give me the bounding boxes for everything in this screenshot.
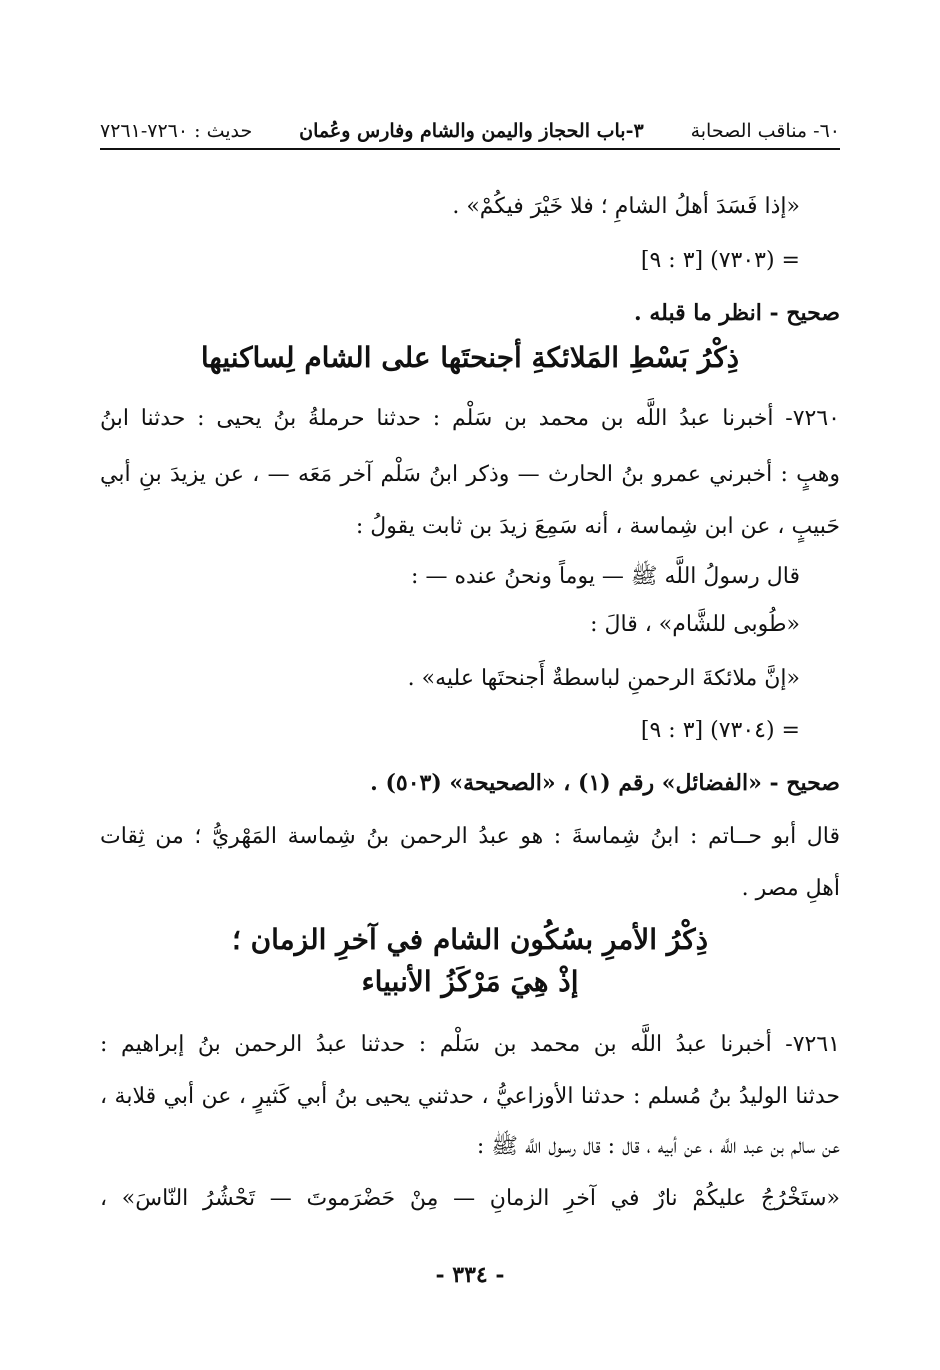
hadith-line: قال رسولُ اللَّه ﷺ — يوماً ونحنُ عنده — : — [411, 564, 800, 589]
hadith-line: عن سالم بن عبد اللَّه ، عن أبيه ، قال : قال رسول اللَّه ﷺ : — [476, 1134, 840, 1159]
page-number: - ٣٣٤ - — [435, 1262, 505, 1288]
header-section: ٦٠- مناقب الصحابة — [690, 120, 840, 142]
grading-line: صحيح - انظر ما قبله . — [634, 300, 840, 326]
section-heading: ذِكْرُ الأمرِ بسُكُون الشام في آخرِ الزمان ؛ — [231, 923, 709, 956]
commentary-line: قال أبو حــاتم : ابنُ شِماسةَ : هو عبدُ الرحمن بنُ شِماسة المَهْريُّ ؛ من ثِقات — [100, 824, 840, 849]
hadith-line: وهبٍ : أخبرني عمرو بنُ الحارث — وذكر ابنُ سَلْم آخر مَعَه — ، عن يزيدَ بنِ أبي — [100, 462, 840, 487]
reference-line: = (٧٣٠٣) [٣ : ٩] — [640, 248, 800, 273]
section-heading: ذِكْرُ بَسْطِ المَلائكةِ أجنحتَها على الشام لِساكنيها — [200, 341, 740, 374]
hadith-line: حدثنا الوليدُ بنُ مُسلم : حدثنا الأوزاعيُّ ، حدثني يحيى بنُ أبي كَثيرٍ ، عن أبي قلابة ، — [100, 1084, 840, 1109]
hadith-line: ٧٢٦٠- أخبرنا عبدُ اللَّه بن محمد بن سَلْم : حدثنا حرملةُ بنُ يحيى : حدثنا ابنُ — [100, 406, 840, 431]
section-heading: إذْ هِيَ مَرْكَزُ الأنبياء — [361, 965, 579, 998]
text-line: «إذا فَسَدَ أهلُ الشامِ ؛ فلا خَيْرَ فيكُمْ» . — [452, 194, 800, 219]
hadith-line: حَبيبٍ ، عن ابن شِماسة ، أنه سَمِعَ زيدَ بن ثابت يقولُ : — [355, 514, 840, 539]
hadith-line: ٧٢٦١- أخبرنا عبدُ اللَّه بن محمد بن سَلْم : حدثنا عبدُ الرحمن بنُ إبراهيم : — [100, 1032, 840, 1057]
header-hadith-range: حديث : ٧٢٦٠-٧٢٦١ — [100, 120, 253, 142]
hadith-line: «طُوبى للشَّام» ، قالَ : — [590, 612, 800, 637]
reference-line: = (٧٣٠٤) [٣ : ٩] — [640, 718, 800, 743]
grading-line: صحيح - «الفضائل» رقم (١) ، «الصحيحة» (٥٠٣) . — [370, 770, 840, 796]
commentary-line: أهلِ مصر . — [741, 876, 840, 901]
hadith-line: «ستَخْرُجُ عليكُمْ نارٌ في آخرِ الزمانِ — مِنْ حَضْرَموتَ — تَحْشُرُ النّاسَ» ، — [100, 1186, 840, 1211]
hadith-line: «إنَّ ملائكةَ الرحمنِ لباسطةٌ أَجنحتَها عليه» . — [407, 666, 800, 691]
running-header — [100, 108, 840, 150]
header-chapter: ٣-باب الحجاز واليمن والشام وفارس وعُمان — [299, 120, 644, 142]
